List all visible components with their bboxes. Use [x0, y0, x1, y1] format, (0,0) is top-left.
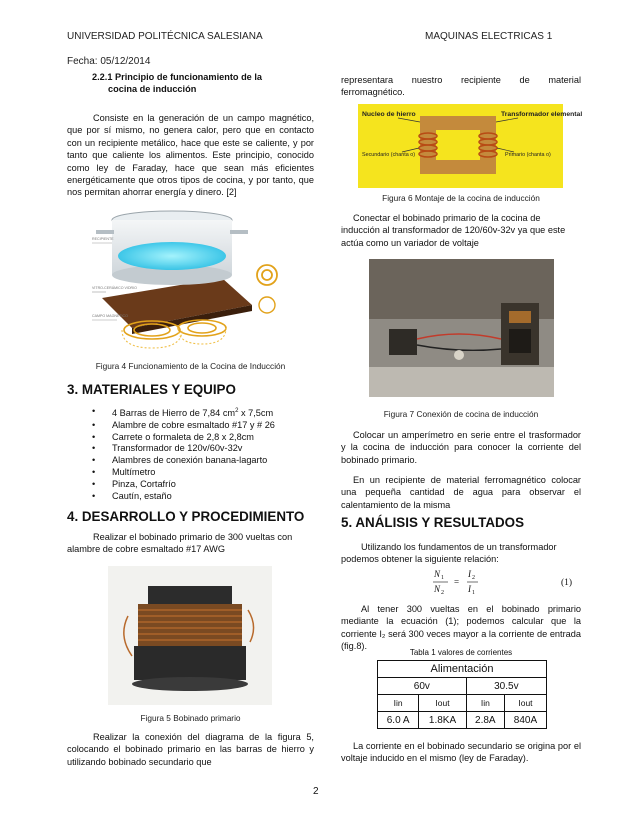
svg-text:1: 1	[441, 575, 444, 581]
svg-text:1: 1	[472, 590, 475, 596]
materials-item: • Multímetro	[84, 467, 314, 479]
svg-text:=: =	[454, 577, 460, 587]
header-left: UNIVERSIDAD POLITÉCNICA SALESIANA	[67, 31, 263, 42]
equation-graphic	[428, 567, 498, 597]
header-date: Fecha: 05/12/2014	[67, 56, 151, 67]
label-secundario: Secundario (chanta o)	[362, 152, 416, 158]
figure-5-caption: Figura 5 Bobinado primario	[140, 713, 241, 723]
svg-text:2: 2	[472, 575, 475, 581]
label-primario: Primario (chanta o)	[505, 152, 551, 158]
subsection-heading-line2: cocina de inducción	[108, 84, 197, 94]
svg-text:N: N	[434, 584, 441, 594]
right-paragraph-connect: Conectar el bobinado primario de la cocina de inducción al transformador de 120/60v-32v ya que este actúa como un variador de voltaje	[341, 213, 566, 248]
materials-item-1-sup: 2	[235, 408, 239, 414]
materials-item: • Alambres de conexión banana-lagarto	[84, 455, 314, 467]
section-5-paragraph-3: La corriente en el bobinado secundario se origina por el voltaje inducido en el mismo (ley de Faraday).	[341, 741, 581, 764]
subsection-heading	[92, 71, 262, 95]
label-transformador: Transformador elemental	[501, 111, 583, 118]
materials-item-1-tail: x 7,5cm	[238, 408, 274, 419]
section-5-paragraph-2: Al tener 300 vueltas en el bobinado primario mediante la ecuación (1); podemos calcular que la corriente I₂ será 300 veces mayor a la corriente de entrada (fig.8).	[341, 604, 581, 652]
intro-paragraph: Consiste en la generación de un campo magnético, que por sí mismo, no genera calor, pero que en contacto con un recipiente metálico, hace que este se caliente, y por tanto que caliente los alimentos. Este principio, conocido como ley de Faraday, hace que sean más eficientes energéticamente que otros tipos de cocina, y por tanto, que nos permitan ahorrar energía y dinero. [2]	[67, 113, 314, 198]
label-nucleo: Nucleo de hierro	[362, 111, 416, 118]
materials-item: • Transformador de 120v/60v-32v	[84, 443, 314, 455]
table-value-cell: 2.8A	[466, 712, 504, 729]
figure-4-caption: Figura 4 Funcionamiento de la Cocina de Inducción	[95, 361, 286, 371]
table-title-cell: Alimentación	[378, 661, 547, 678]
figure-6-caption: Figura 6 Montaje de la cocina de inducción	[382, 193, 540, 203]
svg-text:I: I	[468, 569, 471, 579]
right-paragraph-ammeter: Colocar un amperímetro en serie entre el trasformador y la cocina de inducción para conocer la corriente del bobinado primario.	[341, 430, 581, 465]
table-subheader-cell: Iout	[419, 695, 466, 712]
right-paragraph-continuation: representara nuestro recipiente de material ferromagnético.	[341, 75, 581, 98]
header-right: MAQUINAS ELECTRICAS 1	[425, 31, 553, 42]
label-campo: CAMPO MAGNÉTICO	[92, 314, 128, 318]
section-5-title: 5. ANÁLISIS Y RESULTADOS	[341, 515, 525, 530]
currents-table	[377, 660, 547, 729]
connection-photo	[369, 259, 554, 397]
svg-text:2: 2	[441, 590, 444, 596]
table-value-cell: 1.8KA	[419, 712, 466, 729]
materials-item: • Alambre de cobre esmaltado #17 y # 26	[84, 420, 314, 432]
svg-text:I: I	[468, 584, 471, 594]
materials-list	[84, 406, 314, 502]
table-value-cell: 6.0 A	[378, 712, 419, 729]
figure-5-photo	[108, 566, 272, 705]
materials-item: • Carrete o formaleta de 2,8 x 2,8cm	[84, 432, 314, 444]
subsection-heading-line1: 2.2.1 Principio de funcionamiento de la	[92, 72, 263, 82]
label-vitro: VITRO-CERÁMICO VIDRIO	[92, 286, 137, 290]
table-group-cell: 60v	[378, 678, 467, 695]
section-4-title: 4. DESARROLLO Y PROCEDIMIENTO	[67, 509, 305, 524]
section-3-title: 3. MATERIALES Y EQUIPO	[67, 382, 236, 397]
table-row	[378, 695, 547, 712]
figure-7-photo	[369, 259, 554, 397]
section-4-paragraph-2: Realizar la conexión del diagrama de la figura 5, colocando el bobinado primario en las barras de hierro y utilizando bobinado secundario que	[67, 732, 314, 767]
table-row	[378, 712, 547, 729]
table-subheader-cell: Iout	[504, 695, 546, 712]
materials-item	[84, 406, 314, 420]
section-5-paragraph-1: Utilizando los fundamentos de un transformador podemos obtener la siguiente relación:	[341, 542, 557, 565]
table-row	[378, 678, 547, 695]
materials-item: • Pinza, Cortafrío	[84, 479, 314, 491]
section-4-paragraph-1: Realizar el bobinado primario de 300 vueltas con alambre de cobre esmaltado #17 AWG	[67, 532, 293, 555]
table-group-cell: 30.5v	[466, 678, 546, 695]
table-subheader-cell: Iin	[466, 695, 504, 712]
table-row	[378, 661, 547, 678]
figure-6	[358, 104, 583, 188]
table-value-cell: 840A	[504, 712, 546, 729]
page-number: 2	[313, 786, 319, 797]
induction-cooker-illustration	[92, 210, 302, 356]
materials-item: • Cautín, estaño	[84, 491, 314, 503]
figure-7-caption: Figura 7 Conexión de cocina de inducción	[383, 409, 539, 419]
table-caption: Tabla 1 valores de corrientes	[409, 648, 513, 657]
svg-text:N: N	[434, 569, 441, 579]
table-subheader-cell: Iin	[378, 695, 419, 712]
figure-4	[92, 210, 302, 356]
transformer-diagram	[358, 104, 583, 188]
ratio-equation	[428, 567, 498, 597]
materials-item-1-text: 4 Barras de Hierro de 7,84 cm	[112, 408, 236, 419]
primary-winding-photo	[108, 566, 272, 705]
label-recipiente: RECIPIENTE	[92, 237, 114, 241]
equation-number: (1)	[561, 578, 573, 588]
right-paragraph-water: En un recipiente de material ferromagnético colocar una pequeña cantidad de agua para observar el calentamiento de la misma	[341, 475, 581, 510]
